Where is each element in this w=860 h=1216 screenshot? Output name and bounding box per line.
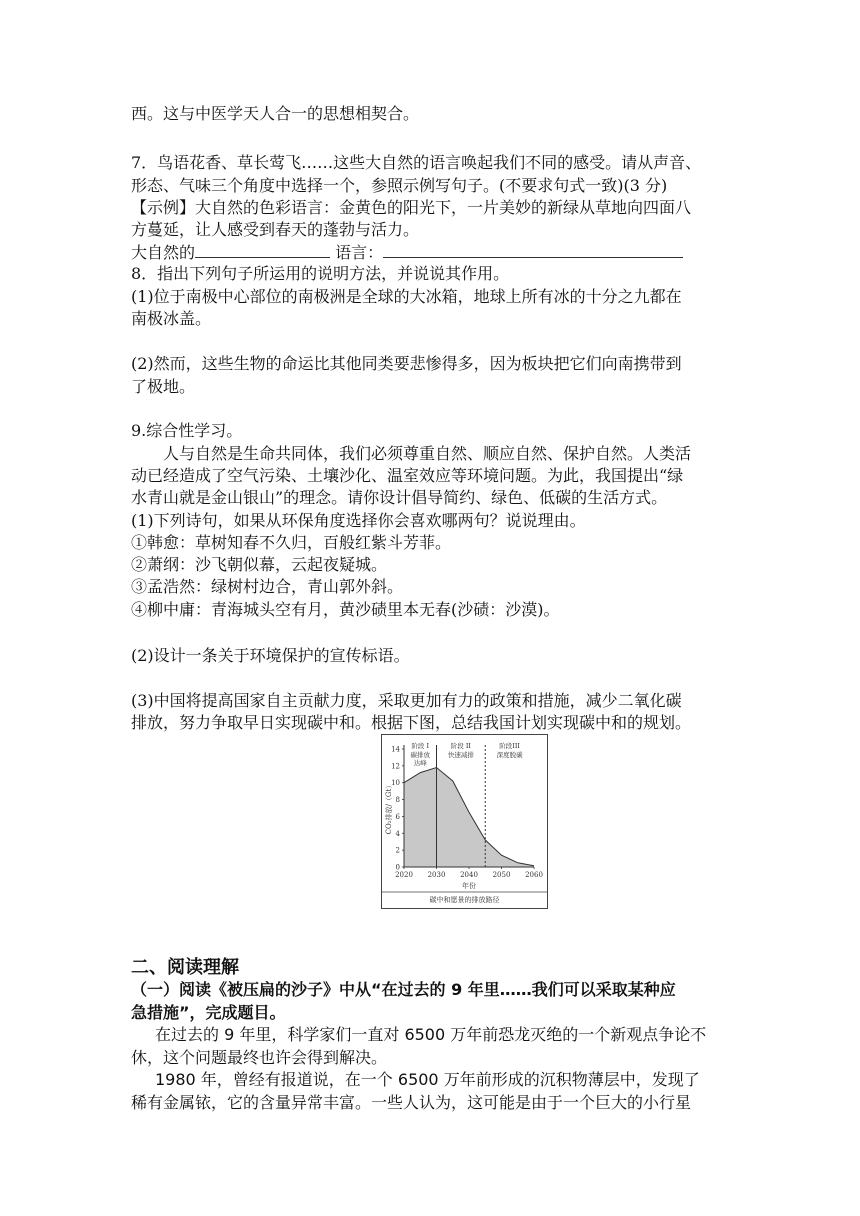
y-tick-label: 8	[395, 796, 400, 805]
stage-name: 阶段III	[499, 742, 520, 750]
stage-desc: 深度脱碳	[496, 751, 523, 759]
sub-heading: 急措施”，完成题目。	[131, 1003, 286, 1022]
y-axis-label: CO₂排放/（Gt）	[385, 781, 393, 835]
stage-desc: 快速减排	[447, 751, 474, 759]
paragraph-line: 休，这个问题最终也许会得到解决。	[131, 1048, 388, 1067]
text-line: (3)中国将提高国家自主贡献力度，采取更加有力的政策和措施，减少二氧化碳	[131, 691, 682, 710]
x-tick-label: 2030	[427, 871, 446, 879]
text-line: 人与自然是生命共同体，我们必须尊重自然、顺应自然、保护自然。人类活	[163, 444, 692, 463]
fill-in-line	[131, 241, 683, 264]
poem-line: ①韩愈：草树知春不久归，百般红紫斗芳菲。	[131, 533, 452, 552]
stage-desc: 达峰	[413, 759, 427, 767]
emission-path-chart	[381, 734, 548, 909]
stage-name: 阶段 II	[450, 742, 471, 750]
poem-line: ④柳中庸：青海城头空有月，黄沙碛里本无春(沙碛：沙漠)。	[131, 600, 560, 619]
text-line: 水青山就是金山银山”的理念。请你设计倡导简约、绿色、低碳的生活方式。	[131, 488, 668, 507]
text-line: 排放，努力争取早日实现碳中和。根据下图，总结我国计划实现碳中和的规划。	[131, 713, 692, 732]
x-tick-label: 2020	[395, 871, 413, 879]
x-tick-label: 2060	[525, 871, 543, 879]
x-tick-label: 2040	[460, 871, 478, 879]
question-9: 9.综合性学习。	[131, 421, 243, 440]
y-tick-label: 4	[395, 829, 400, 838]
stage-desc: 碳排放	[410, 751, 430, 759]
sub-heading: （一）阅读《被压扁的沙子》中从“在过去的 9 年里……我们可以采取某种应	[131, 980, 676, 999]
y-tick-label: 6	[395, 812, 400, 821]
text-line: (1)位于南极中心部位的南极洲是全球的大冰箱，地球上所有冰的十分之九都在	[131, 287, 682, 306]
y-tick-label: 12	[391, 762, 400, 771]
y-tick-label: 14	[391, 745, 400, 754]
y-tick-label: 0	[395, 863, 400, 872]
chart-caption: 碳中和愿景的排放路径	[429, 896, 500, 904]
text-line: 形态、气味三个角度中选择一个，参照示例写句子。(不要求句式一致)(3 分)	[131, 176, 668, 195]
answer-blank-1[interactable]	[195, 241, 330, 258]
text-line: (1)下列诗句，如果从环保角度选择你会喜欢哪两句？说说理由。	[131, 511, 586, 530]
question-7: 7．鸟语花香、草长莺飞……这些大自然的语言唤起我们不同的感受。请从声音、	[131, 153, 702, 172]
paragraph-line: 1980 年，曾经有报道说，在一个 6500 万年前形成的沉积物薄层中，发现了	[155, 1070, 700, 1089]
poem-line: ③孟浩然：绿树村边合，青山郭外斜。	[131, 577, 404, 596]
text-line: 方蔓延，让人感受到春天的蓬勃与活力。	[131, 220, 420, 239]
example-text: 【示例】大自然的色彩语言：金黄色的阳光下，一片美妙的新绿从草地向四面八	[131, 198, 692, 217]
section-heading: 二、阅读理解	[131, 957, 239, 978]
emission-area	[404, 768, 534, 868]
text-line: 南极冰盖。	[131, 309, 212, 328]
y-tick-label: 10	[391, 779, 400, 788]
x-tick-label: 2050	[492, 871, 511, 879]
stage-name: 阶段 I	[411, 742, 430, 750]
fill-in-middle: 语言：	[335, 243, 384, 262]
y-tick-label: 2	[395, 846, 400, 855]
paragraph-line: 在过去的 9 年里，科学家们一直对 6500 万年前恐龙灭绝的一个新观点争论不	[155, 1025, 707, 1044]
text-line: (2)然而，这些生物的命运比其他同类要悲惨得多，因为板块把它们向南携带到	[131, 354, 682, 373]
x-axis-label: 年份	[462, 882, 476, 890]
text-line: (2)设计一条关于环境保护的宣传标语。	[131, 646, 410, 665]
answer-blank-2[interactable]	[383, 241, 683, 258]
text-line: 了极地。	[131, 377, 196, 396]
poem-line: ②萧纲：沙飞朝似幕，云起夜疑城。	[131, 555, 388, 574]
chart-svg	[382, 735, 547, 908]
fill-in-prefix: 大自然的	[131, 243, 196, 262]
paragraph-line: 稀有金属铱，它的含量异常丰富。一些人认为，这可能是由于一个巨大的小行星	[131, 1093, 692, 1112]
text-line: 动已经造成了空气污染、土壤沙化、温室效应等环境问题。为此，我国提出“绿	[131, 466, 684, 485]
question-8: 8．指出下列句子所运用的说明方法，并说说其作用。	[131, 264, 510, 283]
text-line: 西。这与中医学天人合一的思想相契合。	[131, 104, 420, 123]
